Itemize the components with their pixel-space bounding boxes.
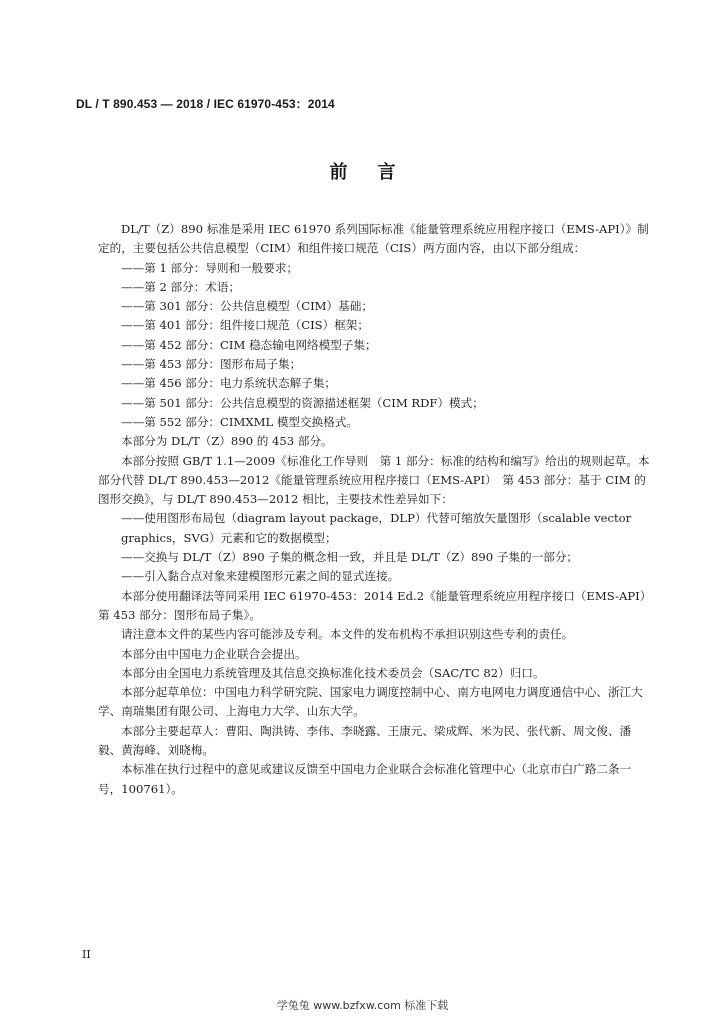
part-list-item: ——第 301 部分：公共信息模型（CIM）基础； (121, 299, 373, 314)
feedback-paragraph: 本标准在执行过程中的意见或建议反馈至中国电力企业联合会标准化管理中心（北京市白广路二条一号，100761）。 (98, 762, 632, 796)
adoption-paragraph: 本部分使用翻译法等同采用 IEC 61970-453：2014 Ed.2《能量管理系统应用程序接口（EMS-API）第 453 部分：图形布局子集》。 (98, 588, 652, 622)
drafters-paragraph: 本部分主要起草人：曹阳、陶洪铸、李伟、李晓露、王康元、梁成辉、米为民、张代新、周文俊、潘毅、黄海峰、刘晓梅。 (98, 723, 632, 758)
foreword-body (98, 220, 653, 799)
drafting-units-paragraph: 本部分起草单位：中国电力科学研究院、国家电力调度控制中心、南方电网电力调度通信中心、浙江大学、南瑞集团有限公司、上海电力大学、山东大学。 (98, 685, 643, 719)
part-list-item: ——第 401 部分：组件接口规范（CIS）框架； (121, 318, 369, 333)
part-list-item: ——第 456 部分：电力系统状态解子集； (121, 376, 337, 391)
page-number: II (82, 948, 91, 961)
change-list-item: ——引入黏合点对象来建模图形元素之间的显式连接。 (121, 569, 400, 584)
change-list-item: ——交换与 DL/T（Z）890 子集的概念相一致，并且是 DL/T（Z）890 子集的一部分； (121, 550, 579, 565)
part-list-item: ——第 552 部分：CIMXML 模型交换格式。 (121, 414, 359, 429)
standard-code-header: DL / T 890.453 — 2018 / IEC 61970-453：2014 (76, 97, 335, 111)
part-list-item: ——第 453 部分：图形布局子集； (121, 357, 302, 372)
section-title: 前言 (329, 162, 426, 183)
footer-watermark: 学兔兔 www.bzfxw.com 标准下载 (276, 999, 449, 1012)
part-list-item: ——第 2 部分：术语； (121, 279, 241, 294)
intro-paragraph: DL/T（Z）890 标准是采用 IEC 61970 系列国际标准《能量管理系统应用程序接口（EMS-API）》制定的，主要包括公共信息模型（CIM）和组件接口规范（CIS）两方面内容，由以下部分组成： (98, 222, 649, 256)
change-item-text: ——使用图形布局包（diagram layout package，DLP）代替可缩放矢量图形（scalable vector graphics，SVG）元素和它的数据模型； (121, 511, 632, 545)
proposer-paragraph: 本部分由中国电力企业联合会提出。 (121, 646, 307, 661)
patent-notice: 请注意本文件的某些内容可能涉及专利。本文件的发布机构不承担识别这些专利的责任。 (121, 627, 574, 642)
part-statement: 本部分为 DL/T（Z）890 的 453 部分。 (121, 434, 333, 449)
committee-paragraph: 本部分由全国电力系统管理及其信息交换标准化技术委员会（SAC/TC 82）归口。 (121, 665, 545, 680)
change-list-item (98, 509, 653, 548)
drafting-rules-paragraph: 本部分按照 GB/T 1.1—2009《标准化工作导则 第 1 部分：标准的结构和编写》给出的规则起草。本部分代替 DL/T 890.453—2012《能量管理系统应用程序接口（EMS-API） 第 453 部分：基于 CIM 的图形交换》，与 DL/T 890.453—2012 相比，主要技术性差异如下： (98, 453, 650, 507)
part-list-item: ——第 1 部分：导则和一般要求； (121, 260, 299, 275)
part-list-item: ——第 452 部分：CIM 稳态输电网络模型子集； (121, 337, 377, 352)
part-list-item: ——第 501 部分：公共信息模型的资源描述框架（CIM RDF）模式； (121, 395, 484, 410)
